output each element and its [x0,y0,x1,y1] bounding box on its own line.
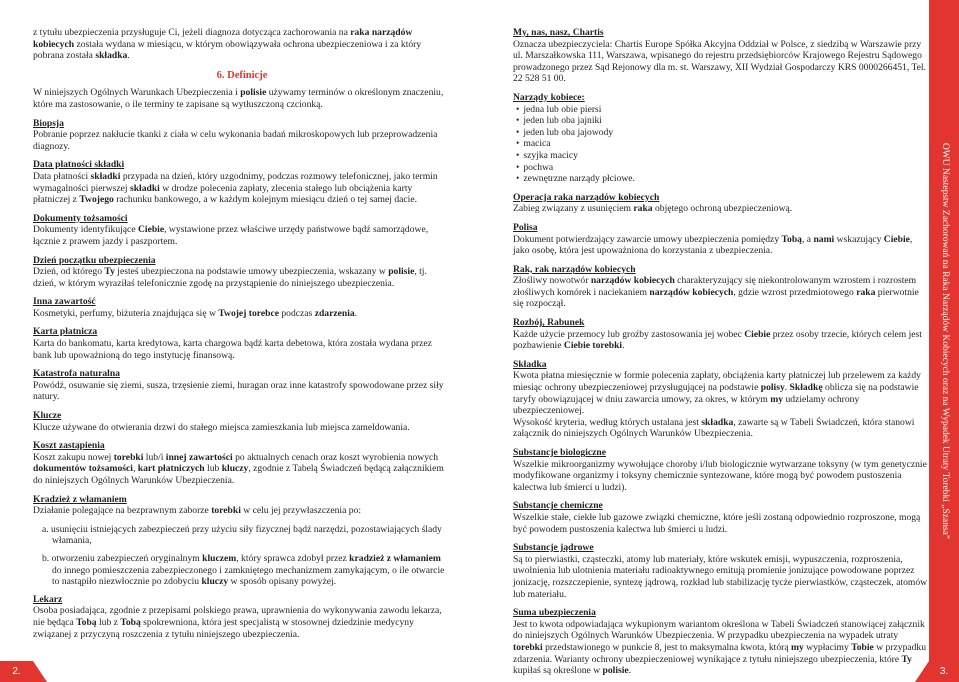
text-run: wypłacimy [803,641,852,653]
bold-term: narządów kobiecych [649,286,734,298]
definition-body [33,505,361,516]
definition-heading: Substancje jądrowe [513,542,594,554]
definition-body [33,338,432,361]
text-run: po aktualnych cenach oraz koszt wyrobienia nowych [232,451,439,463]
bold-term: Ciebie [744,328,771,340]
definition-organs [513,92,929,185]
definition-body [513,329,922,352]
page-number-right: 3. [929,661,959,682]
definition-item [33,213,451,248]
text-run: charakteryzujący się niekontrolowanym wzrostem i rozrostem złośliwych komórek i naciekaniem [513,275,917,298]
definition-item [33,255,451,290]
definition-item [513,222,929,257]
definition-heading: My, nas, nasz, Chartis [513,27,604,38]
text-run: Kwota płatna miesięcznie w formie polecenia zapłaty, obciążenia karty płatniczej lub przelewem za każdy miesiąc ochrony ubezpieczeniowej przysługującej na podstawie [513,370,921,394]
text-run: Dzień, od którego [33,266,105,278]
text-run: Wysokość kryteria, według których ustalana jest [513,416,702,428]
text-run: w sposób opisany powyżej. [228,576,337,588]
definition-body [33,452,444,486]
text-run: , zawarte są w Tabeli Świadczeń, która stanowi załącznik do niniejszych Ogólnych Warunków Ubezpieczenia. [513,416,915,440]
definition-body [33,171,438,205]
bold-term: składki [129,182,160,194]
bold-term: torebki [211,505,241,517]
text-run: Dokument potwierdzający zawarcie umowy ubezpieczenia pomiędzy [513,233,782,245]
definition-body [33,266,427,289]
bold-term: polisy [760,382,785,394]
organ-list-item: • macica [516,138,929,150]
bold-term: Ciebie [137,224,165,236]
definition-heading: Data płatności składki [33,159,125,171]
definition-body [513,39,926,85]
bold-term: Ty [104,266,115,278]
definition-heading: Biopsja [33,117,64,129]
bold-term: dokumentów tożsamości [33,463,133,475]
bold-term: polisie [240,87,267,99]
text-run: . [622,340,625,352]
bold-term: Ciebie [883,233,910,245]
text-run: objętego ochroną ubezpieczeniową. [652,203,793,215]
organ-list-item: • jeden lub oba jajniki [516,115,929,127]
definition-item [513,500,929,535]
text-run: , gdzie wzrost przedmiotowego [733,286,857,298]
definition-body [33,605,442,639]
bold-term: Ciebie torebki [563,340,623,352]
bold-term: Tobą [76,616,97,628]
bold-term: innej zawartości [165,451,233,463]
definition-item [33,368,451,403]
bold-term: torebki [513,641,543,653]
bold-term: my [770,393,784,405]
organ-list-item: • szyjka macicy [516,150,929,162]
organs-list [513,104,929,185]
theft-item [33,553,451,588]
definition-heading: Dokumenty tożsamości [33,212,128,224]
bold-term: polisie [388,266,415,278]
definition-heading: Dzień początku ubezpieczenia [33,254,156,266]
text-run: Kosmetyki, perfumy, biżuteria znajdująca się w [33,307,219,319]
text-run: używamy terminów o określonym znaczeniu, które ma zastosowanie, o ile terminy te zapisane są wytłuszczoną czcionką. [33,87,444,110]
section-intro [33,87,451,110]
text-run: oblicza się na podstawie taryfy obowiązującej w dniu zawarcia umowy, za okres, w którym [513,382,919,405]
text-run: Działanie polegające na bezprawnym zaborze [33,505,212,517]
definition-item [513,264,929,310]
text-run: spokrewniona, która jest specjalistą w stosownej dziedzinie medycyny związanej z przyczyną roszczenia z tytułu niniejszego ubezpieczenia. [33,616,414,640]
bold-term: kluczy [221,463,249,475]
definition-heading: Lekarz [33,593,63,605]
bold-term: Składkę [789,382,823,394]
text-run: Wszelkie mikroorganizmy wywołujące choroby i/lub biologicznie wytwarzane toksyny (w tym genetycznie modyfikowane organizmy i toksyny chemicznie syntezowane, które mogą być powodem pustoszenia kalectwa lub śmierci u ludzi). [513,458,927,493]
text-run: , wystawione przez właściwe urzędy państwowe bądź samorządowe, łącznie z prawem jazdy i paszportem. [33,224,429,247]
organ-list-item: • jeden lub oba jajowody [516,127,929,139]
definition-item [33,410,451,433]
text-run: podczas [278,307,315,319]
definition-heading: Katastrofa naturalna [33,368,120,380]
text-run: , [132,463,138,475]
text-run: przypada na dzień, który uzgodnimy, podczas rozmowy telefonicznej, jako termin wymagalności pierwszej [33,170,438,194]
text-run: jesteś ubezpieczona na podstawie umowy ubezpieczenia, wskazany w [114,266,389,278]
bold-term: Twojego [79,194,114,206]
text-run: w celu jej przywłaszczenia po: [240,505,361,517]
right-column [513,27,929,682]
bold-term: Ty [901,653,912,665]
text-run: Powódź, osuwanie się ziemi, susza, trzęsienie ziemi, huragan oraz inne katastrofy spowodowane przez siły natury. [33,379,444,403]
definition-body [513,554,927,600]
definition-heading: Kradzież z włamaniem [33,493,127,505]
text-run: W niniejszych Ogólnych Warunkach Ubezpieczenia i [33,87,241,99]
bold-term: my [790,641,804,653]
definition-heading: Klucze [33,410,62,422]
definition-heading: Substancje biologiczne [513,447,607,458]
text-run: . [628,665,632,677]
definition-heading: Suma ubezpieczenia [513,607,596,619]
definition-item [33,494,451,517]
text-run: a. usunięciu istniejących zabezpieczeń przy użyciu siły fizycznej bądź narzędzi, pozostawiających ślady włamania, [42,523,442,547]
definition-body [513,459,927,493]
bold-term: składki [90,170,121,182]
bold-term: Tobie [851,641,874,653]
text-run: Koszt zakupu nowej [33,451,114,463]
definition-heading: Rozbój, Rabunek [513,317,585,329]
definition-item [513,192,929,215]
bold-term: raka narządów kobiecych [33,27,413,50]
text-run: rachunku bankowego, a w każdym kolejnym miesiącu dzień o tej samej dacie. [113,194,417,206]
definition-body [513,203,792,214]
text-run: Wszelkie stałe, ciekłe lub gazowe związki chemiczne, które jeśli zostaną odpowiednio rozproszone, mogą być powodem pustoszenia kalectwa lub śmierci u ludzi. [513,511,921,535]
definition-heading: Składka [513,358,547,370]
text-run: Jest to kwota odpowiadająca wykupionym wariantom określona w Tabeli Świadczeń stanowiącej załącznik do niniejszych Ogólnych Warunków Ubezpieczenia. W przypadku ubezpieczenia na wypadek utraty [513,618,925,642]
text-run: b. otworzeniu zabezpieczeń oryginalnym [42,552,203,564]
text-run: . [127,50,130,62]
definition-body [513,512,920,535]
bold-term: raka [856,286,876,298]
organ-list-item: • jedna lub obie piersi [516,104,929,116]
bold-term: Tobą [781,233,802,245]
text-run: Każde użycie przemocy lub groźby zastosowania jej wobec [513,328,745,340]
bold-term: składka [95,50,128,62]
definition-body [33,380,444,403]
bold-term: kluczem [202,552,237,564]
definition-body [33,224,428,247]
definition-heading: Karta płatnicza [33,326,98,338]
text-run: lub z [96,616,121,628]
definition-body [513,370,921,439]
text-run: , a [801,233,814,245]
definition-item [33,118,451,153]
bold-term: kart płatniczych [137,463,205,475]
text-run: udzielamy ochrony ubezpieczeniowej. [513,393,860,417]
left-definitions [33,118,451,517]
text-run: z tytułu ubezpieczenia przysługuje Ci, jeżeli diagnoza dotycząca zachorowania na [33,27,351,38]
bold-term: polisie [602,665,629,677]
bold-term: składka [701,416,734,428]
corner-decoration-left [33,661,47,682]
text-run: , zgodnie z Tabelą Świadczeń będącą załącznikiem do niniejszych Ogólnych Warunków Ubezpieczenia. [33,463,444,486]
text-run: Osoba posiadająca, zgodnie z przepisami polskiego prawa, uprawnienia do wykonywania zawodu lekarza, nie będąca [33,605,442,628]
bold-term: kluczy [201,576,229,588]
text-run: Klucze używane do otwierania drzwi do stałego miejsca zamieszkania lub miejsca zameldowania. [33,421,410,433]
text-run: Złośliwy nowotwór [513,275,591,287]
text-run: kupiłaś są określone w [513,665,603,677]
text-run: w przypadku zdarzenia. Warianty ochrony ubezpieczeniowej wynikające z tytułu niniejszego ubezpieczenia, które [513,641,927,665]
bold-term: raka [633,203,653,215]
bold-term: Tobą [120,616,141,628]
definition-body [33,422,410,433]
definition-body [33,129,437,152]
text-run: . [354,307,358,319]
text-run: , jako osobę, która jest upoważniona do korzystania z ubezpieczenia. [513,233,913,257]
definition-body [513,619,926,676]
right-definitions [513,192,929,677]
text-run: przez osoby trzecie, których celem jest pozbawienie [513,328,922,352]
definition-body [513,234,912,257]
text-run: wskazujący [834,233,884,245]
definition-item [33,296,451,319]
text-run: w drodze polecenia zapłaty, zlecenia stałego lub obciążenia karty płatniczej z [33,182,413,206]
text-run: lub [204,463,222,475]
text-run: Karta do bankomatu, karta kredytowa, karta chargowa bądź karta debetowa, która została wydana przez bank lub upoważnioną do tego instytucję finansową. [33,338,432,361]
bold-term: narządów kobiecych [590,275,675,287]
text-run: Data płatności [33,170,91,182]
definition-item [33,440,451,486]
bold-term: Twojej torebce [218,307,279,319]
corner-decoration-right [915,661,929,682]
definition-item [513,542,929,600]
organ-list-item: • zewnętrzne narządy płciowe. [516,173,929,185]
definition-heading: Rak, rak narządów kobiecych [513,263,636,275]
intro-paragraph [33,27,451,62]
text-run: do innego pomieszczenia zabezpieczonego i zamkniętego mechanizmem zamykającym, o ile otwarcie to nastąpiło niezwłocznie po zdobyciu [52,564,445,588]
definition-body [513,275,919,309]
text-run: , tj. dzień, w którym wyraziłaś telefonicznie zgodę na przystąpienie do niniejszego ubezpieczenia. [33,266,427,289]
definition-body [33,308,357,319]
definition-item [513,607,929,677]
definition-heading: Polisa [513,221,538,233]
definition-item [33,159,451,205]
side-label: OWU Nastepstw Zachorowań na Raka Narządów Kobiecych oraz na Wypadek Utraty Torebki „Szansa” [939,142,950,540]
theft-items [33,524,451,588]
text-run: , który sprawca zdobył przez [236,552,350,564]
definition-my [513,27,929,85]
definition-item [513,447,929,493]
bold-term: torebki [113,451,144,463]
bold-term: nami [813,233,835,245]
text-run: została wydana w miesiącu, w którym obowiązywała ochrona ubezpieczeniowa i za który pobrana została [33,38,422,62]
bold-term: zdarzenia [314,307,355,319]
definition-item [33,326,451,361]
text-run: Dokumenty identyfikujące [33,224,138,236]
bold-term: kradzież z włamaniem [349,552,441,564]
definition-heading: Substancje chemiczne [513,500,603,512]
definition-heading: Koszt zastąpienia [33,440,105,452]
organ-list-item: • pochwa [516,162,929,174]
definition-item [513,359,929,440]
left-column [33,27,451,647]
definition-heading: Narządy kobiece: [513,91,585,103]
definition-item [513,317,929,352]
text-run: lub/i [143,451,166,463]
side-strip [929,0,959,682]
text-run: Oznacza ubezpieczyciela: Chartis Europe Spółka Akcyjna Oddział w Polsce, z siedzibą w Warszawie przy ul. Marszałkowska 111, Warszawa, wpisanego do rejestru przedsiębiorców Krajowego Rejestru Sądowego prowadzonego przez Sąd Rejonowy dla m. st. Warszawy, XII Wydział Gospodarczy KRS 0000266451, Tel. 22 528 51 00. [513,38,926,85]
definition-lekarz [33,594,451,640]
definition-heading: Operacja raka narządów kobiecych [513,191,660,203]
text-run: przedstawionego w punkcie 8, jest to maksymalna kwota, którą [542,641,791,653]
text-run: pierwotnie się rozpoczął. [513,286,919,310]
text-run: Zabieg związany z usunięciem [513,203,634,215]
definition-heading: Inna zawartość [33,296,96,308]
text-run: Pobranie poprzez nakłucie tkanki z ciała w celu wykonania badań mikroskopowych lub przeprowadzenia diagnozy. [33,129,438,152]
section-title: 6. Definicje [216,69,268,81]
text-run: . [784,382,790,394]
theft-item [33,524,451,547]
page-number-left: 2. [0,661,33,682]
text-run: Są to pierwiastki, cząsteczki, atomy lub materiały, które wskutek emisji, wypuszczenia, rozproszenia, uwolnienia lub ulotnienia materiału radioaktywnego emitują promienie jonizujące powodowane poprzez jonizację, rozszczepienie, syntezę jądrową, rozkład lub stabilizację tycże pierwiastków, cząsteczek, atomów lub materiału. [513,553,928,600]
